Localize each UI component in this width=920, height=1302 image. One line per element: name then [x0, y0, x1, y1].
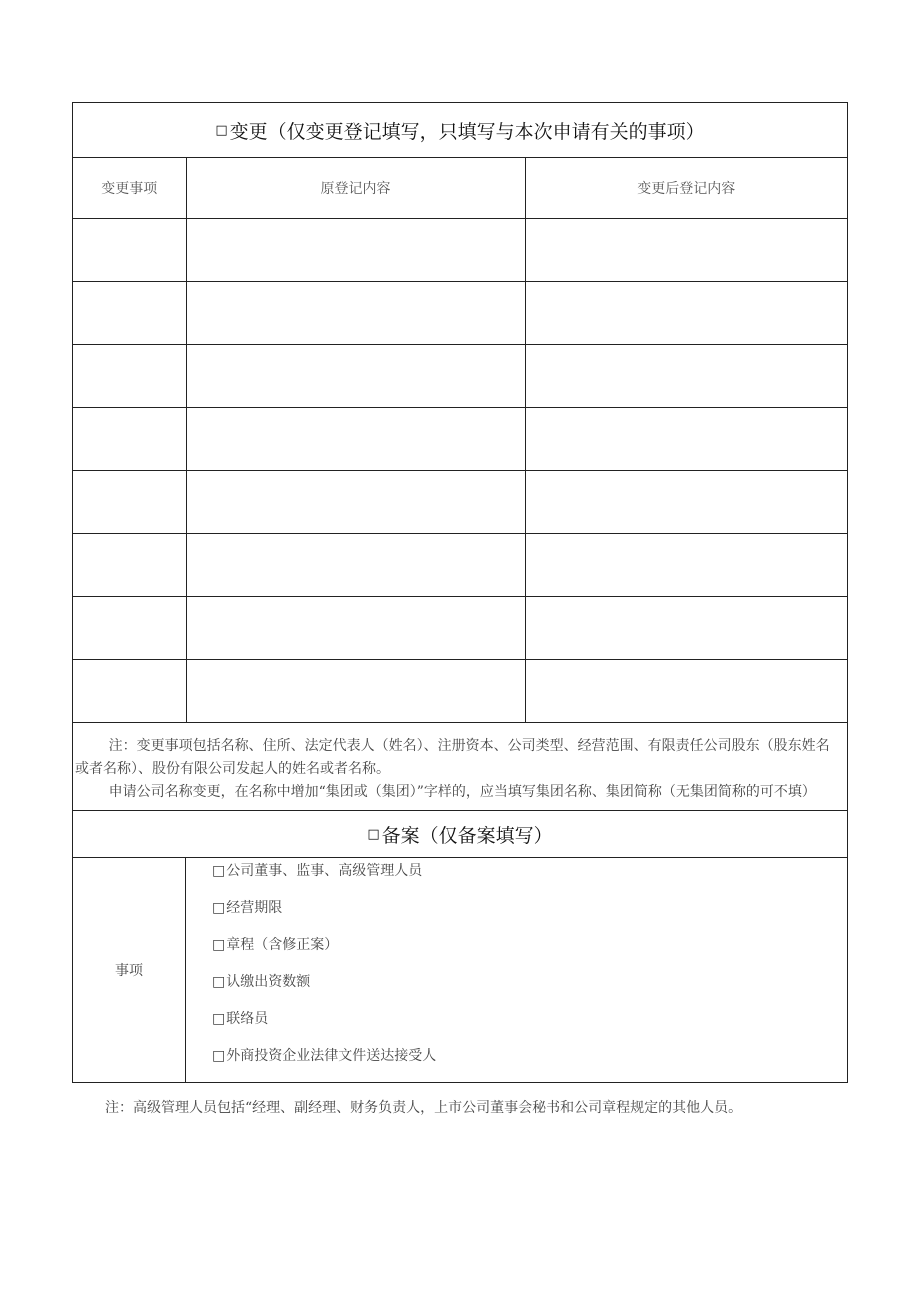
header-original-content: 原登记内容 — [186, 158, 525, 219]
change-item-cell[interactable] — [73, 219, 186, 282]
change-table-row — [73, 408, 847, 471]
original-content-cell[interactable] — [186, 471, 525, 534]
filing-title-text: 备案（仅备案填写） — [381, 824, 553, 847]
change-note-line: 注：变更事项包括名称、住所、法定代表人（姓名）、注册资本、公司类型、经营范围、有限责任公司股东（股东姓名或者名称）、股份有限公司发起人的姓名或者名称。 — [75, 738, 830, 777]
footnote: 注：高级管理人员包括“经理、副经理、财务负责人，上市公司董事会秘书和公司章程规定的其他人员。 — [105, 1100, 743, 1116]
checkbox-icon[interactable]: □ — [212, 900, 226, 916]
change-note — [73, 723, 847, 811]
change-item-cell[interactable] — [73, 534, 186, 597]
change-item-cell[interactable] — [73, 597, 186, 660]
change-table-row — [73, 471, 847, 534]
change-item-cell[interactable] — [73, 408, 186, 471]
original-content-cell[interactable] — [186, 408, 525, 471]
change-table-row — [73, 219, 847, 282]
new-content-cell[interactable] — [525, 471, 847, 534]
change-item-cell[interactable] — [73, 345, 186, 408]
change-item-cell[interactable] — [73, 471, 186, 534]
change-table-row — [73, 660, 847, 723]
filing-item-list — [186, 858, 436, 1082]
filing-item-liaison[interactable] — [212, 1008, 436, 1045]
filing-section-title — [73, 811, 847, 858]
checkbox-icon[interactable]: □ — [212, 1048, 226, 1064]
filing-item-term[interactable] — [212, 897, 436, 934]
change-table — [73, 158, 847, 723]
new-content-cell[interactable] — [525, 660, 847, 723]
new-content-cell[interactable] — [525, 408, 847, 471]
new-content-cell[interactable] — [525, 597, 847, 660]
filing-item-capital[interactable] — [212, 971, 436, 1008]
header-change-item: 变更事项 — [73, 158, 186, 219]
new-content-cell[interactable] — [525, 345, 847, 408]
checkbox-icon[interactable]: □ — [212, 974, 226, 990]
filing-checkbox[interactable]: □ — [367, 826, 380, 842]
change-table-row — [73, 534, 847, 597]
original-content-cell[interactable] — [186, 345, 525, 408]
original-content-cell[interactable] — [186, 660, 525, 723]
filing-item-managers[interactable] — [212, 860, 436, 897]
change-item-cell[interactable] — [73, 660, 186, 723]
original-content-cell[interactable] — [186, 282, 525, 345]
change-table-row — [73, 282, 847, 345]
filing-item-label: 章程（含修正案） — [226, 937, 339, 953]
change-table-row — [73, 597, 847, 660]
filing-item-label: 认缴出资数额 — [226, 974, 311, 990]
filing-body — [73, 858, 847, 1082]
filing-row-label: 事项 — [73, 858, 186, 1082]
original-content-cell[interactable] — [186, 219, 525, 282]
filing-item-label: 经营期限 — [226, 900, 283, 916]
original-content-cell[interactable] — [186, 534, 525, 597]
checkbox-icon[interactable]: □ — [212, 863, 226, 879]
change-note-line: 申请公司名称变更，在名称中增加“集团或（集团）”字样的，应当填写集团名称、集团简称（无集团简称的可不填） — [108, 784, 816, 800]
new-content-cell[interactable] — [525, 219, 847, 282]
new-content-cell[interactable] — [525, 534, 847, 597]
change-table-row — [73, 345, 847, 408]
filing-item-label: 公司董事、监事、高级管理人员 — [226, 863, 423, 879]
filing-item-label: 联络员 — [226, 1011, 269, 1027]
checkbox-icon[interactable]: □ — [212, 1011, 226, 1027]
change-checkbox[interactable]: □ — [215, 122, 228, 138]
change-table-header — [73, 158, 847, 219]
checkbox-icon[interactable]: □ — [212, 937, 226, 953]
filing-item-label: 外商投资企业法律文件送达接受人 — [226, 1048, 437, 1064]
change-title-text: 变更（仅变更登记填写，只填写与本次申请有关的事项） — [229, 120, 705, 143]
change-section-title — [73, 103, 847, 158]
change-table-body — [73, 219, 847, 723]
filing-item-articles[interactable] — [212, 934, 436, 971]
original-content-cell[interactable] — [186, 597, 525, 660]
new-content-cell[interactable] — [525, 282, 847, 345]
filing-item-service-recipient[interactable] — [212, 1045, 436, 1082]
header-new-content: 变更后登记内容 — [525, 158, 847, 219]
change-item-cell[interactable] — [73, 282, 186, 345]
registration-form — [72, 102, 848, 1083]
